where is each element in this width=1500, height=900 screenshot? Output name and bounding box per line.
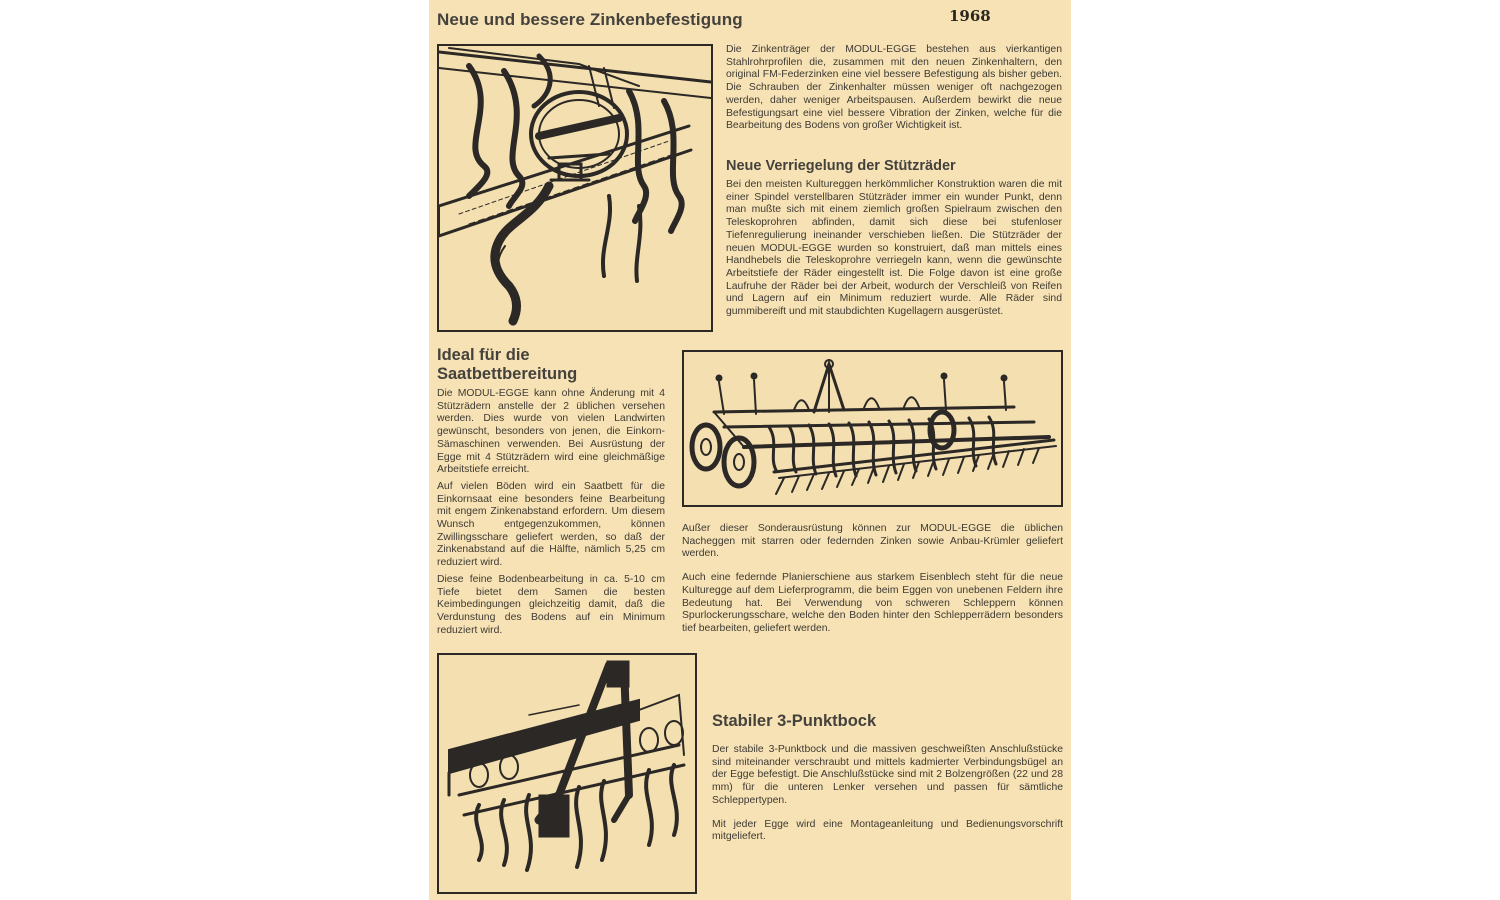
page-title: Neue und bessere Zinkenbefestigung [437,10,743,29]
locking-paragraph: Bei den meisten Kultureggen herkömmlicher Konstruktion waren die mit einer Spindel verstellbaren Stützräder immer ein wunder Punkt, denn man mußte sich mit einem ziemlich großen Spielraum zwischen den Teleskoprohren abfinden, damit sich diese bei stufenloser Tiefenregulierung ineinander verschieben ließen. Die Stützräder der neuen MODUL-EGGE wurden so konstruiert, daß man mittels eines Handhebels die Teleskoprohre verriegeln kann, wenn die gewünschte Arbeitstiefe der Räder eingestellt ist. Die Folge davon ist eine große Laufruhe der Räder bei der Arbeit, wodurch der Verschleiß von Reifen und Lagern auf ein Minimum reduziert wurde. Alle Räder sind gummibereift und mit staubdichten Kugellagern ausgerüstet. [726,179,1062,318]
extras-text-block [682,523,1063,636]
harrow-drawing [684,352,1061,505]
fastening-text-block [726,44,1062,133]
seedbed-text-block [437,388,665,637]
locking-heading: Neue Verriegelung der Stützräder [726,158,956,174]
hitch-heading: Stabiler 3-Punktbock [712,712,877,730]
extras-paragraph: Auch eine federnde Planierschiene aus starkem Eisenblech steht für die neue Kulturegge auf dem Lieferprogramm, die beim Eggen von unebenen Feldern ihre Bedeutung hat. Bei Verwendung von schweren Schleppern können Spurlockerungsschare, welche den Boden hinter den Schlepperrädern besonders tief bearbeiten, geliefert werden. [682,572,1063,634]
seedbed-heading-line2: Saatbettbereitung [437,365,578,383]
harrow-four-wheels-illustration [682,350,1063,507]
tine-fastening-drawing [439,46,711,330]
tine-fastening-illustration [437,44,713,332]
seedbed-paragraph: Diese feine Bodenbearbeitung in ca. 5-10 cm Tiefe bietet dem Samen die besten Keimbedingungen gleichzeitig damit, daß die Verdunstung des Bodens auf ein Minimum reduziert wird. [437,573,665,636]
extras-paragraph: Außer dieser Sonderausrüstung können zur MODUL-EGGE die üblichen Nacheggen mit starren oder federnden Zinken sowie Anbau-Krümler geliefert werden. [682,523,1063,560]
hitch-paragraph: Mit jeder Egge wird eine Montageanleitung und Bedienungsvorschrift mitgeliefert. [712,818,1063,843]
year-label: 1968 [949,7,991,25]
seedbed-heading [437,346,577,384]
fastening-paragraph: Die Zinkenträger der MODUL-EGGE bestehen aus vierkantigen Stahlrohrprofilen die, zusammen mit den neuen Zinkenhaltern, den original FM-Federzinken eine viel bessere Befestigung als bisher geben. Die Schrauben der Zinkenhalter müssen weniger oft nachgezogen werden, daher weniger Arbeitspausen. Außerdem bewirkt die neue Befestigungsart eine viel bessere Vibration der Zinken, welche für die Bearbeitung des Bodens von großer Wichtigkeit ist. [726,44,1062,132]
seedbed-paragraph: Die MODUL-EGGE kann ohne Änderung mit 4 Stützrädern anstelle der 2 üblichen versehen werden. Dies wurde von vielen Landwirten gewünscht, besonders von jenen, die Einkorn-Sämaschinen verwenden. Bei Ausrüstung der Egge mit 4 Stützrädern wird eine gleichmäßige Arbeitstiefe erreicht. [437,388,665,476]
seedbed-paragraph: Auf vielen Böden wird ein Saatbett für die Einkornsaat eine besonders feine Bearbeitung mit engem Zinkenabstand erfordern. Um diesem Wunsch entgegenzukommen, können Zwillingsschare geliefert werden, so daß der Zinkenabstand auf die Hälfte, nämlich 5,25 cm reduziert wird. [437,480,665,569]
seedbed-heading-line1: Ideal für die [437,346,530,364]
three-point-hitch-illustration [437,653,697,894]
hitch-drawing [439,655,695,892]
hitch-text-block [712,744,1063,844]
hitch-paragraph: Der stabile 3-Punktbock und die massiven geschweißten Anschlußstücke sind miteinander verschraubt und mittels kadmierter Verbindungsbügel an der Egge befestigt. Die Anschlußstücke sind mit 2 Bolzengrößen (22 und 28 mm) für die unteren Lenker versehen und passen für sämtliche Schleppertypen. [712,744,1063,806]
brochure-page [429,0,1071,900]
locking-text-block [726,179,1062,319]
